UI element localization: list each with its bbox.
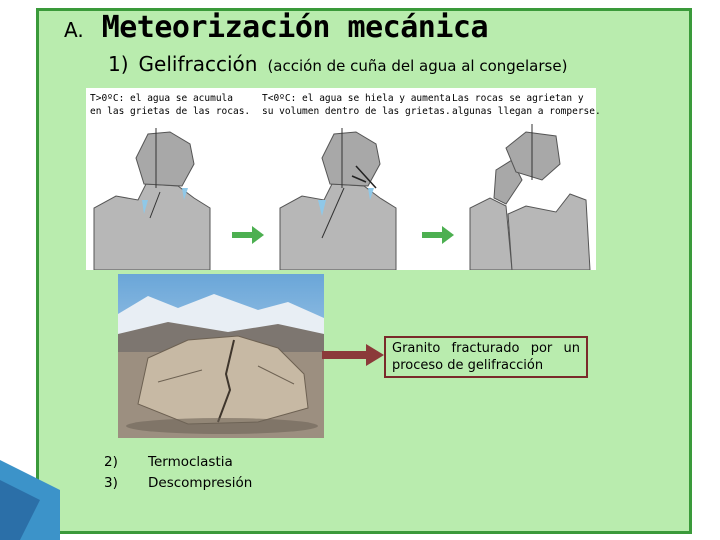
pointer-arrow <box>322 344 386 366</box>
diagram-caption-1: T>0ºC: el agua se acumula en las grietas de las rocas. <box>90 93 251 117</box>
subheading-title: Gelifracción <box>138 52 258 76</box>
arrow-2 <box>422 226 454 244</box>
list-item-label: Termoclastia <box>148 454 233 470</box>
photo-caption: Granito fracturado por un proceso de gelifracción <box>384 336 588 378</box>
list-item <box>104 473 252 494</box>
subheading-number: 1) <box>108 52 129 76</box>
heading-marker: A. <box>64 18 84 42</box>
list-item-number: 2) <box>104 454 118 470</box>
diagram-caption-2: T<0ºC: el agua se hiela y aumenta su volumen dentro de las grietas. <box>262 93 451 117</box>
frost-wedging-diagram <box>86 88 601 270</box>
list-item <box>104 452 252 473</box>
process-list <box>104 452 252 494</box>
arrow-1 <box>232 226 264 244</box>
fractured-granite-photo <box>118 274 324 438</box>
diagram-caption-3: Las rocas se agrietan y algunas llegan a romperse. <box>452 93 601 117</box>
list-item-label: Descompresión <box>148 475 253 491</box>
diagram-drawing <box>86 88 596 270</box>
rock-stage-2 <box>280 128 396 270</box>
page-title: Meteorización mecánica <box>101 10 489 45</box>
corner-decoration <box>0 420 60 540</box>
subheading-note: (acción de cuña del agua al congelarse) <box>267 57 568 75</box>
rock-stage-3 <box>470 124 590 270</box>
list-item-number: 3) <box>104 475 118 491</box>
rock-stage-1 <box>94 128 210 270</box>
